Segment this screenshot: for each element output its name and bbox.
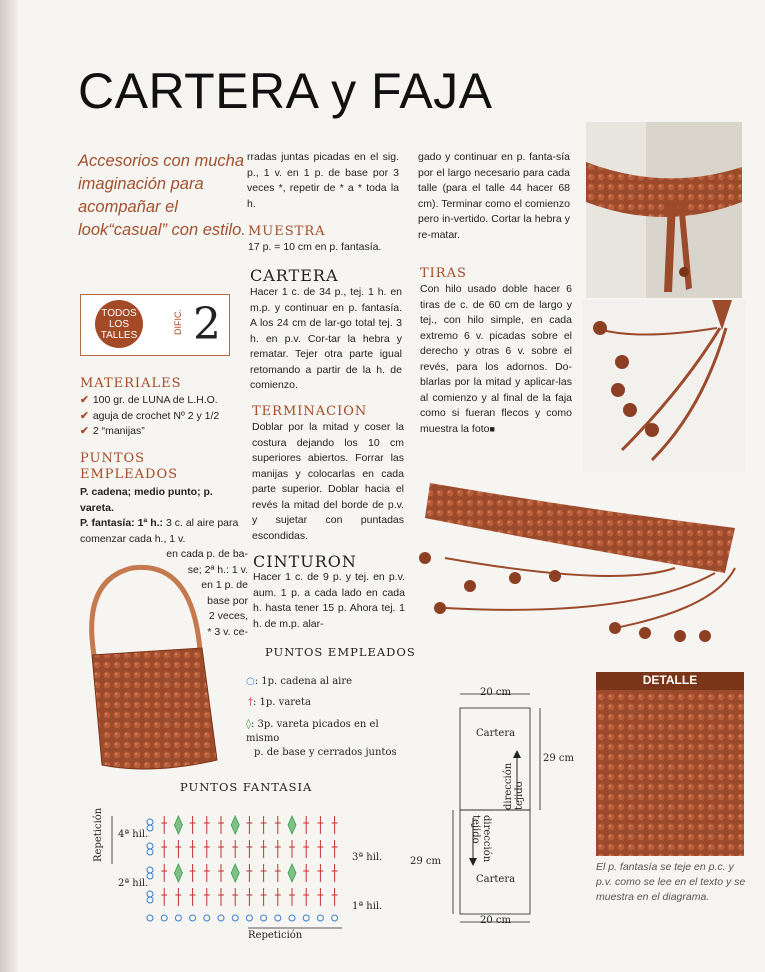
chain-stitch-icon bbox=[190, 915, 196, 921]
detalle-label: DETALLE bbox=[642, 673, 698, 687]
check-icon: ✔ bbox=[80, 394, 89, 406]
chain-stitch-icon bbox=[204, 915, 210, 921]
chain-stitch-icon bbox=[147, 867, 153, 873]
chain-stitch-icon bbox=[175, 915, 181, 921]
legend-title: PUNTOS EMPLEADOS bbox=[265, 645, 416, 659]
col2-intro: rradas juntas picadas en el sig. p., 1 v. en 1 p. de base por 3 veces *, repetir de * a * toda la h. bbox=[247, 151, 399, 210]
fantasia-text: en cada p. de ba- bbox=[166, 548, 248, 560]
chain-stitch-icon bbox=[332, 915, 338, 921]
muestra-heading: MUESTRA bbox=[248, 224, 326, 239]
cluster-stitch-icon: ◊ bbox=[246, 719, 251, 730]
chain-stitch-icon bbox=[147, 915, 153, 921]
fantasia-text: se; 2ª h.: 1 v. bbox=[187, 563, 248, 576]
materiales-item: ✔ 2 “manijas” bbox=[80, 425, 145, 437]
vareta-icon: † bbox=[248, 697, 253, 708]
fantasia-text: base por bbox=[207, 594, 248, 607]
cluster-stitch-icon bbox=[288, 864, 296, 882]
cluster-stitch-icon bbox=[174, 816, 182, 834]
legend-item-chain: ○: 1p. cadena al aire bbox=[246, 676, 353, 687]
puntos-line1: P. cadena; medio punto; p. vareta. bbox=[80, 486, 213, 514]
chain-stitch-icon bbox=[261, 915, 267, 921]
pattern-diagram bbox=[405, 684, 585, 944]
cluster-stitch-icon bbox=[231, 816, 239, 834]
puntos-heading: PUNTOS EMPLEADOS bbox=[80, 451, 179, 482]
fantasia-text: en 1 p. de bbox=[201, 579, 248, 591]
page-subtitle: Accesorios con mucha imaginación para acompañar el look“casual” con estilo. bbox=[78, 152, 246, 239]
sizes-badge: TODOS LOS TALLES bbox=[95, 300, 143, 348]
chain-stitch-icon bbox=[275, 915, 281, 921]
chain-stitch-icon bbox=[218, 915, 224, 921]
check-icon: ✔ bbox=[80, 425, 89, 437]
tiras-heading: TIRAS bbox=[420, 266, 467, 281]
chain-stitch-icon bbox=[147, 849, 153, 855]
fantasia-chart bbox=[92, 800, 412, 950]
width-top: 20 cm bbox=[480, 687, 511, 698]
chain-stitch-icon bbox=[246, 915, 252, 921]
materiales-section bbox=[80, 376, 250, 440]
materiales-list bbox=[80, 393, 250, 440]
legend-item-vareta: †: 1p. vareta bbox=[248, 697, 311, 708]
difficulty-label: DIFIC. bbox=[173, 309, 183, 335]
fantasia-title: PUNTOS FANTASIA bbox=[180, 780, 313, 794]
height-left: 29 cm bbox=[410, 856, 441, 867]
cluster-stitch-icon bbox=[231, 864, 239, 882]
chain-stitch-icon bbox=[147, 897, 153, 903]
repeticion-horizontal-label: Repetición bbox=[248, 930, 303, 941]
page-spine bbox=[0, 0, 18, 972]
height-right: 29 cm bbox=[543, 753, 574, 764]
chain-stitch-icon bbox=[289, 915, 295, 921]
direction-label-bottom: dirección tejido bbox=[470, 815, 492, 863]
puntos-fantasia bbox=[80, 516, 248, 547]
difficulty-badge bbox=[80, 294, 230, 356]
cluster-stitch-icon bbox=[174, 864, 182, 882]
fantasia-text: * 3 v. ce- bbox=[207, 625, 248, 638]
terminacion-text: Doblar por la mitad y coser la costura dejando los 10 cm superiores abiertos. Forrar las manijas y colocarlas en cada parte superior. Doblar hacia el revés la mitad del borde de p.v. y sujetar con puntadas escondidas. bbox=[252, 421, 404, 542]
muestra-text: 17 p. = 10 cm en p. fantasía. bbox=[248, 241, 382, 253]
row-label-3: 3ª hil. bbox=[352, 852, 383, 863]
detalle-caption: El p. fantasía se teje en p.c. y p.v. como se lee en el texto y se muestra en el diagrama. bbox=[596, 861, 746, 903]
cartera-text: Hacer 1 c. de 34 p., tej. 1 h. en m.p. y continuar en p. fantasía. A los 24 cm de lar-go total tej. 3 h. en p.v. Cor-tar la hebra y rematar. Tejer otra parte igual retomando a partir de la h. de comienzo. bbox=[250, 286, 402, 391]
chain-stitch-icon bbox=[147, 843, 153, 849]
cinturon-heading: CINTURON bbox=[253, 552, 357, 571]
detalle-photo bbox=[596, 672, 744, 856]
pattern-label-bottom: Cartera bbox=[476, 874, 516, 885]
chain-stitch-icon bbox=[147, 891, 153, 897]
pattern-label-top: Cartera bbox=[476, 728, 516, 739]
belt-photo bbox=[415, 478, 760, 648]
cartera-heading: CARTERA bbox=[250, 266, 339, 285]
col3-intro: gado y continuar en p. fanta-sía por el largo necesario para cada talle (para el talle 44 hacer 68 cm). Terminar como el comienzo pero in-vertido. Cortar la hebra y re-matar. bbox=[418, 151, 570, 241]
chain-stitch-icon bbox=[232, 915, 238, 921]
tassel-photo bbox=[582, 300, 746, 472]
belt-worn-photo bbox=[586, 122, 742, 298]
difficulty-value: 2 bbox=[193, 299, 221, 350]
cinturon-text: Hacer 1 c. de 9 p. y tej. en p.v. aum. 1 p. a cada lado en cada h. hasta tener 15 p. Ahora tej. 1 h. de m.p. alar- bbox=[253, 571, 405, 630]
terminacion-heading: TERMINACION bbox=[252, 404, 368, 419]
bag-photo bbox=[72, 560, 227, 775]
materiales-item: ✔ 100 gr. de LUNA de L.H.O. bbox=[80, 394, 218, 406]
repeticion-vertical-label: Repetición bbox=[93, 807, 104, 862]
tiras-text: Con hilo usado doble hacer 6 tiras de c. de 60 cm de largo y tej., con hilo simple, en cada extremo 6 v. picadas sobre el derecho y otras 6 v. sobre el revés, para los adornos. Do-blarlas por la mitad y aplicar-las al comienzo y al final de la faja como si fueran flecos y como muestra la foto■ bbox=[420, 283, 572, 435]
width-bottom: 20 cm bbox=[480, 915, 511, 926]
cluster-stitch-icon bbox=[288, 816, 296, 834]
check-icon: ✔ bbox=[80, 409, 89, 422]
fantasia-text: 2 veces, bbox=[208, 610, 248, 622]
fantasia-text: 3 c. al aire para comenzar cada h., 1 v. bbox=[80, 517, 239, 545]
fantasia-label: P. fantasía: 1ª h.: bbox=[80, 517, 164, 529]
direction-label-top: dirección tejido bbox=[503, 762, 525, 810]
page-title: CARTERA y FAJA bbox=[78, 63, 493, 119]
chain-stitch-icon: ○ bbox=[246, 676, 255, 687]
chain-stitch-icon bbox=[317, 915, 323, 921]
row-label-2: 2ª hil. bbox=[118, 878, 149, 889]
materiales-item: ✔ aguja de crochet Nº 2 y 1/2 bbox=[80, 409, 220, 422]
materiales-heading: MATERIALES bbox=[80, 376, 182, 391]
legend-item-cluster: ◊: 3p. vareta picados en el mismo p. de base y cerrados juntos bbox=[246, 719, 397, 758]
chain-stitch-icon bbox=[161, 915, 167, 921]
chain-stitch-icon bbox=[147, 819, 153, 825]
chain-stitch-icon bbox=[303, 915, 309, 921]
row-label-4: 4ª hil. bbox=[118, 829, 149, 840]
row-label-1: 1ª hil. bbox=[352, 901, 383, 912]
